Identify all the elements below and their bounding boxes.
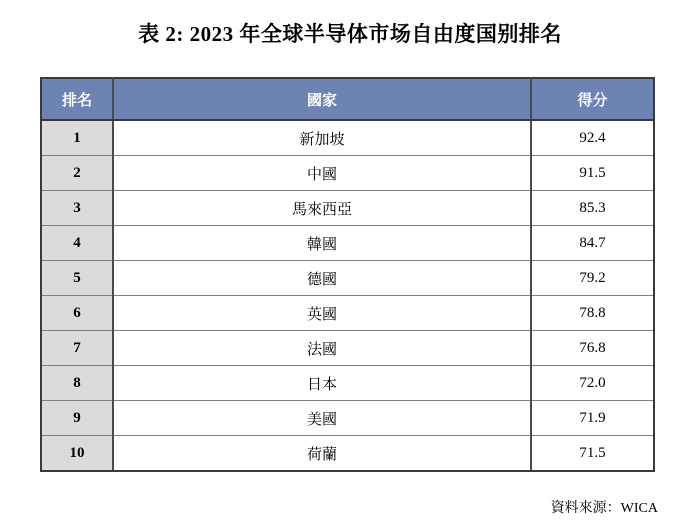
table-row: [41, 261, 654, 296]
country-cell: 日本: [113, 366, 531, 401]
table-title: 表 2: 2023 年全球半导体市场自由度国别排名: [138, 22, 562, 46]
table-row: [41, 191, 654, 226]
rank-cell: 3: [41, 191, 113, 226]
table-row: [41, 120, 654, 156]
score-cell: 91.5: [531, 156, 654, 191]
rank-cell: 9: [41, 401, 113, 436]
country-cell: 韓國: [113, 226, 531, 261]
score-cell: 76.8: [531, 331, 654, 366]
column-header-country: 國家: [113, 78, 531, 120]
score-cell: 92.4: [531, 120, 654, 156]
rank-cell: 6: [41, 296, 113, 331]
country-cell: 英國: [113, 296, 531, 331]
score-cell: 71.5: [531, 436, 654, 472]
country-cell: 法國: [113, 331, 531, 366]
country-cell: 荷蘭: [113, 436, 531, 472]
country-cell: 德國: [113, 261, 531, 296]
table-body: [41, 120, 654, 471]
table-row: [41, 331, 654, 366]
score-cell: 79.2: [531, 261, 654, 296]
score-cell: 72.0: [531, 366, 654, 401]
table-header: [41, 78, 654, 120]
table-row: [41, 156, 654, 191]
score-cell: 78.8: [531, 296, 654, 331]
header-row: [41, 78, 654, 120]
score-cell: 84.7: [531, 226, 654, 261]
ranking-table: [40, 77, 655, 472]
rank-cell: 10: [41, 436, 113, 472]
table-row: [41, 436, 654, 472]
column-header-rank: 排名: [41, 78, 113, 120]
score-cell: 85.3: [531, 191, 654, 226]
rank-cell: 8: [41, 366, 113, 401]
country-cell: 馬來西亞: [113, 191, 531, 226]
country-cell: 美國: [113, 401, 531, 436]
column-header-score: 得分: [531, 78, 654, 120]
score-cell: 71.9: [531, 401, 654, 436]
table-row: [41, 401, 654, 436]
table-row: [41, 366, 654, 401]
rank-cell: 2: [41, 156, 113, 191]
rank-cell: 5: [41, 261, 113, 296]
table-row: [41, 226, 654, 261]
country-cell: 新加坡: [113, 120, 531, 156]
source-note: 資料來源：WICA: [550, 501, 658, 516]
rank-cell: 4: [41, 226, 113, 261]
rank-cell: 7: [41, 331, 113, 366]
table-row: [41, 296, 654, 331]
rank-cell: 1: [41, 120, 113, 156]
country-cell: 中國: [113, 156, 531, 191]
